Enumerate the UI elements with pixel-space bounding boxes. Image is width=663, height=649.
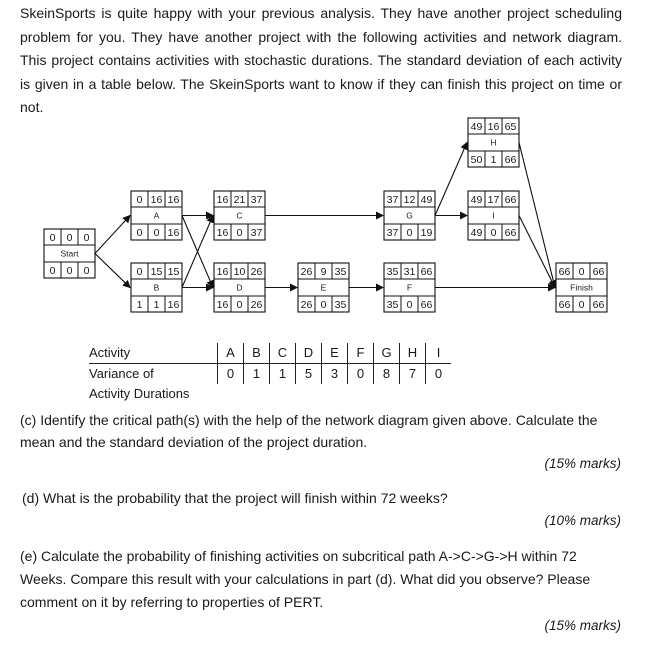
bottom-value: 0	[83, 265, 90, 277]
activity-row	[89, 343, 451, 364]
variance-cell: 3	[322, 364, 348, 385]
variance-cell: 1	[270, 364, 296, 385]
activity-cell: E	[322, 343, 348, 364]
node-label: F	[406, 282, 413, 293]
bottom-value: 16	[216, 227, 229, 239]
node-d	[214, 263, 265, 312]
variance-cell: 5	[296, 364, 322, 385]
bottom-value: 66	[504, 227, 517, 239]
bottom-value: 1	[490, 154, 497, 166]
top-value: 66	[592, 266, 605, 278]
activity-cell: H	[400, 343, 426, 364]
bottom-value: 37	[386, 227, 399, 239]
question-d-marks: (10% marks)	[544, 513, 621, 528]
top-value: 65	[504, 121, 517, 133]
top-value: 17	[487, 194, 500, 206]
node-label: Finish	[570, 282, 593, 293]
activity-cell: D	[296, 343, 322, 364]
top-value: 15	[150, 266, 163, 278]
variance-table	[89, 343, 451, 404]
node-a	[131, 191, 182, 240]
top-value: 15	[167, 266, 180, 278]
question-c: (c) Identify the critical path(s) with the help of the network diagram given above. Calculate the mean and the standard deviation of the project duration.	[20, 412, 598, 450]
bottom-value: 49	[470, 227, 483, 239]
bottom-value: 0	[578, 299, 585, 311]
activity-cell: C	[270, 343, 296, 364]
node-label: Start	[60, 248, 79, 259]
bottom-value: 19	[420, 227, 433, 239]
edge-i-finish	[519, 216, 555, 288]
top-value: 49	[420, 194, 433, 206]
activity-cell: A	[218, 343, 244, 364]
top-value: 0	[578, 266, 585, 278]
bottom-value: 0	[136, 227, 143, 239]
top-value: 16	[487, 121, 500, 133]
node-i	[468, 191, 519, 240]
top-value: 16	[216, 194, 229, 206]
question-d: (d) What is the probability that the project will finish within 72 weeks?	[22, 490, 448, 506]
node-label: I	[492, 210, 495, 221]
node-label: E	[320, 282, 327, 293]
activity-cell: F	[348, 343, 374, 364]
bottom-value: 0	[66, 265, 73, 277]
bottom-value: 0	[236, 299, 243, 311]
top-value: 21	[233, 194, 246, 206]
top-value: 49	[470, 121, 483, 133]
top-value: 16	[216, 266, 229, 278]
top-value: 12	[403, 194, 416, 206]
top-value: 26	[250, 266, 263, 278]
variance-row	[89, 364, 451, 385]
bottom-value: 1	[153, 299, 160, 311]
activity-row-label: Activity	[89, 343, 218, 364]
node-label: A	[153, 210, 160, 221]
top-value: 35	[334, 266, 347, 278]
bottom-value: 50	[470, 154, 483, 166]
top-value: 31	[403, 266, 416, 278]
bottom-value: 66	[504, 154, 517, 166]
node-start	[44, 229, 95, 278]
node-e	[298, 263, 349, 312]
top-value: 0	[136, 194, 143, 206]
top-value: 66	[420, 266, 433, 278]
top-value: 9	[320, 266, 327, 278]
bottom-value: 26	[300, 299, 313, 311]
bottom-value: 0	[406, 227, 413, 239]
top-value: 16	[150, 194, 163, 206]
bottom-value: 37	[250, 227, 263, 239]
bottom-value: 16	[167, 299, 180, 311]
edge-start-a	[95, 216, 130, 254]
bottom-value: 0	[236, 227, 243, 239]
variance-cell: 1	[244, 364, 270, 385]
variance-cell: 0	[426, 364, 452, 385]
top-value: 10	[233, 266, 246, 278]
variance-cell: 0	[348, 364, 374, 385]
top-value: 0	[83, 232, 90, 244]
node-label: D	[236, 282, 243, 293]
variance-cell: 0	[218, 364, 244, 385]
question-e-marks: (15% marks)	[544, 618, 621, 633]
variance-row-continued	[89, 384, 451, 404]
bottom-value: 0	[153, 227, 160, 239]
bottom-value: 66	[558, 299, 571, 311]
top-value: 0	[136, 266, 143, 278]
variance-cell: 8	[374, 364, 400, 385]
activity-cell: I	[426, 343, 452, 364]
bottom-value: 0	[320, 299, 327, 311]
edge-g-h	[435, 143, 467, 216]
top-value: 37	[386, 194, 399, 206]
top-value: 66	[558, 266, 571, 278]
bottom-value: 66	[592, 299, 605, 311]
top-value: 49	[470, 194, 483, 206]
question-c-marks: (15% marks)	[544, 456, 621, 471]
bottom-value: 35	[334, 299, 347, 311]
bottom-value: 0	[490, 227, 497, 239]
node-g	[384, 191, 435, 240]
variance-row-label: Variance of	[89, 366, 154, 381]
node-label: G	[406, 210, 413, 221]
question-e: (e) Calculate the probability of finishing activities on subcritical path A->C->G->H within 72 Weeks. Compare this result with your calculations in part (d). What did you observe? Please comment on it by referring to properties of PERT.	[20, 548, 591, 610]
variance-row-label-line2: Activity Durations	[89, 386, 190, 401]
top-value: 37	[250, 194, 263, 206]
edge-h-finish	[519, 143, 555, 288]
bottom-value: 1	[136, 299, 143, 311]
bottom-value: 0	[49, 265, 56, 277]
top-value: 0	[49, 232, 56, 244]
top-value: 26	[300, 266, 313, 278]
activity-cell: G	[374, 343, 400, 364]
node-b	[131, 263, 182, 312]
node-h	[468, 118, 519, 167]
node-finish	[556, 263, 607, 312]
bottom-value: 16	[216, 299, 229, 311]
edge-start-b	[95, 254, 130, 288]
node-label: B	[153, 282, 160, 293]
top-value: 16	[167, 194, 180, 206]
problem-intro: SkeinSports is quite happy with your previous analysis. They have another project scheduling problem for you. They have another project with the following activities and network diagram. This project contains activities with stochastic durations. The standard deviation of each activity is given in a table below. The SkeinSports want to know if they can finish this project on time or not.	[20, 5, 622, 115]
top-value: 35	[386, 266, 399, 278]
top-value: 66	[504, 194, 517, 206]
node-label: H	[490, 137, 497, 148]
bottom-value: 66	[420, 299, 433, 311]
top-value: 0	[66, 232, 73, 244]
bottom-value: 35	[386, 299, 399, 311]
bottom-value: 0	[406, 299, 413, 311]
node-c	[214, 191, 265, 240]
variance-cell: 7	[400, 364, 426, 385]
node-label: C	[236, 210, 243, 221]
bottom-value: 26	[250, 299, 263, 311]
bottom-value: 16	[167, 227, 180, 239]
activity-cell: B	[244, 343, 270, 364]
node-f	[384, 263, 435, 312]
